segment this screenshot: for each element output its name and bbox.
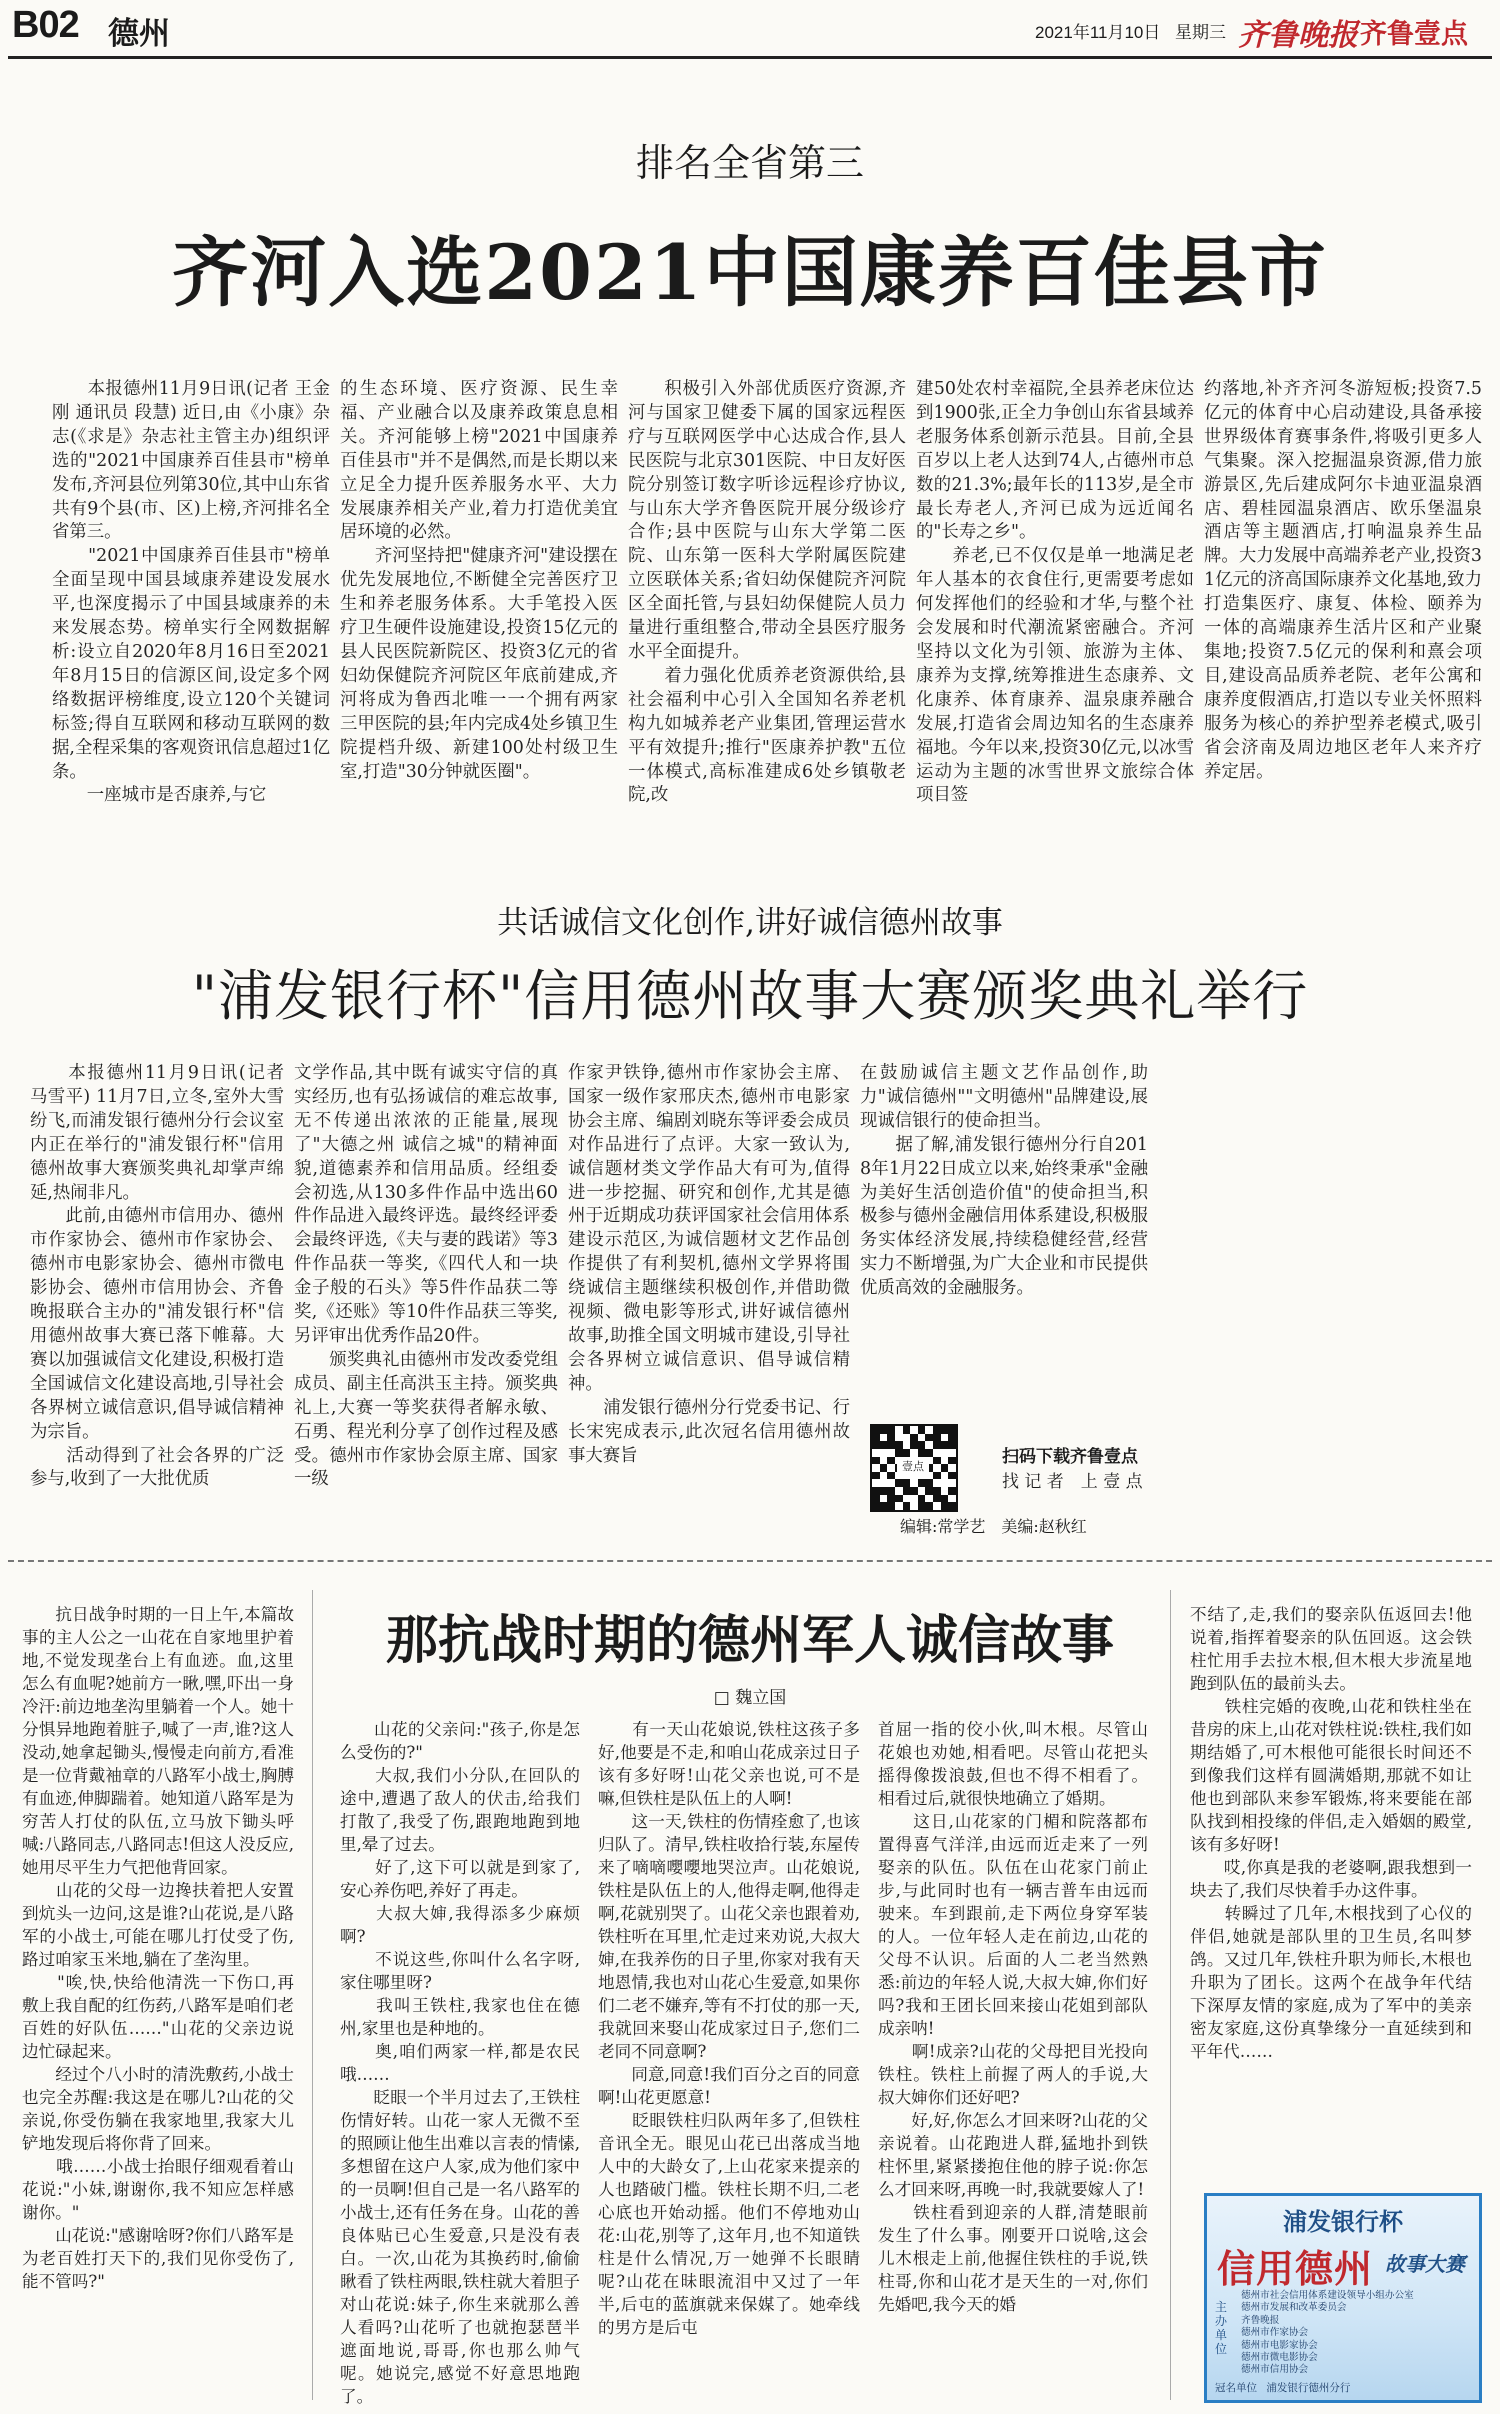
ad-brand: 浦发银行杯	[1283, 2209, 1403, 2236]
article3-column-1: 抗日战争时期的一日上午,本篇故事的主人公之一山花在自家地里护着地,不觉发现垄台上有血迹。血,这里怎么有血呢?她前方一瞅,嘿,吓出一身冷汗:前边地垄沟里躺着一个人。她十分惧异地跑着脏子,喊了一声,谁?这人没动,她拿起锄头,慢慢走向前方,看准是一位背戴袖章的八路军小战士,胸膊有血迹,伸脚踹着。她知道八路军是为穷苦人打仗的队伍,立马放下锄头呼喊:八路同志,八路同志!但这人没反应,她用尽平生力气把他背回家。 山花的父母一边搀扶着把人安置到炕头一边问,这是谁?山花说,是八路军的小战士,可能在哪儿打仗受了伤,路过咱家玉米地,躺在了垄沟里。 "唉,快,快给他清洗一下伤口,再敷上我自配的红伤药,八路军是咱们老百姓的好队伍……"山花的父亲边说边忙碌起来。 经过个八小时的清洗敷药,小战士也完全苏醒:我这是在哪儿?山花的父亲说,你受伤躺在我家地里,我家大儿铲地发现后将你背了回来。 哦……小战士抬眼仔细观看着山花说:"小妹,谢谢你,我不知应怎样感谢你。" 山花说:"感谢啥呀?你们八路军是为老百姓打天下的,我们见你受伤了,能不管吗?"	[22, 1605, 294, 2291]
issue-date: 2021年11月10日	[1035, 23, 1161, 42]
ad-organizer: 德州市社会信用体系建设领导小组办公室	[1241, 2290, 1414, 2301]
article3-author: □ 魏立国	[713, 1688, 787, 1708]
issue-weekday: 星期三	[1175, 23, 1226, 42]
ad-title: 信用德州	[1217, 2246, 1374, 2291]
ad-organizer: 德州市信用协会	[1241, 2364, 1309, 2376]
section-dashed-divider	[8, 1560, 1492, 1562]
article3-column-4: 首屈一指的佼小伙,叫木根。尽管山花娘也劝她,相看吧。尽管山花把头摇得像拨浪鼓,但也不得不相看了。相看过后,就很快地确立了婚期。 这日,山花家的门楣和院落都布置得喜气洋洋,由远而近走来了一列娶亲的队伍。队伍在山花家门前止步,与此同时也有一辆吉普车由远而驶来。车到跟前,走下两位身穿军装的人。一位年轻人走在前边,山花的父母不认识。后面的人二老当然熟悉:前边的年轻人说,大叔大婶,你们好吗?我和王团长回来接山花姐到部队成亲呐! 啊!成亲?山花的父母把目光投向铁柱。铁柱上前握了两人的手说,大叔大婶你们还好吧? 好,好,你怎么才回来呀?山花的父亲说着。山花跑进人群,猛地扑到铁柱怀里,紧紧搂抱住他的脖子说:你怎么才回来呀,再晚一时,我就要嫁人了! 铁柱看到迎亲的人群,清楚眼前发生了什么事。刚要开口说啥,这会儿木根走上前,他握住铁柱的手说,铁柱哥,你和山花才是天生的一对,你们先婚吧,我今天的婚	[878, 1720, 1148, 2314]
article2-kicker: 共话诚信文化创作,讲好诚信德州故事	[497, 905, 1003, 941]
ad-organizer: 德州市发展和改革委员会	[1241, 2302, 1347, 2314]
ad-organizer: 齐鲁晚报	[1241, 2314, 1280, 2326]
article1-column-3: 积极引入外部优质医疗资源,齐河与国家卫健委下属的国家远程医疗与互联网医学中心达成合作,县人民医院与北京301医院、中日友好医院分别签订数字听诊远程诊疗协议,与山东大学齐鲁医院开展分级诊疗合作;县中医院与山东大学第二医院、山东第一医科大学附属医院建立医联体关系;省妇幼保健院齐河院区全面托管,与县妇幼保健院人员力量进行重组整合,带动全县医疗服务水平全面提升。 着力强化优质养老资源供给,县社会福利中心引入全国知名养老机构九如城养老产业集团,管理运营水平有效提升;推行"医康养护教"五位一体模式,高标准建成6处乡镇敬老院,改	[628, 379, 906, 806]
qr-sub-label: 找 记 者 上 壹 点	[1002, 1472, 1143, 1492]
header-rule	[8, 56, 1492, 59]
contest-ad-box	[1204, 2193, 1482, 2403]
qr-center-label: 壹点	[897, 1458, 929, 1476]
article2-headline: "浦发银行杯"信用德州故事大赛颁奖典礼举行	[191, 964, 1309, 1028]
ad-organizer-list	[1241, 2290, 1477, 2377]
article2-column-4: 在鼓励诚信主题文艺作品创作,助力"诚信德州""文明德州"品牌建设,展现诚信银行的使命担当。 据了解,浦发银行德州分行自2018年1月22日成立以来,始终秉承"金融为美好生活创造价值"的使命担当,积极参与德州金融信用体系建设,积极服务实体经济发展,持续稳健经营,经营实力不断增强,为广大企业和市民提供优质高效的金融服务。	[860, 1063, 1148, 1299]
column-divider-right	[1170, 1590, 1171, 2400]
article1-column-2: 的生态环境、医疗资源、民生幸福、产业融合以及康养政策息息相关。齐河能够上榜"2021中国康养百佳县市"并不是偶然,而是长期以来立足全力提升医养服务水平、大力发展康养相关产业,着力打造优美宜居环境的必然。 齐河坚持把"健康齐河"建设摆在优先发展地位,不断健全完善医疗卫生和养老服务体系。大手笔投入医疗卫生硬件设施建设,投资15亿元的县人民医院新院区、投资3亿元的省妇幼保健院齐河院区年底前建成,齐河将成为鲁西北唯一一个拥有两家三甲医院的县;年内完成4处乡镇卫生院提档升级、新建100处村级卫生室,打造"30分钟就医圈"。	[340, 379, 618, 782]
ad-subtitle: 故事大赛	[1385, 2252, 1465, 2276]
qr-code[interactable]	[870, 1424, 958, 1512]
article2-column-3: 作家尹铁铮,德州市作家协会主席、国家一级作家邢庆杰,德州市电影家协会主席、编剧刘晓东等评委会成员对作品进行了点评。大家一致认为,诚信题材类文学作品大有可为,值得进一步挖掘、研究和创作,尤其是德州于近期成功获评国家社会信用体系建设示范区,为诚信题材文艺作品创作提供了有利契机,德州文学界将围绕诚信主题继续积极创作,并借助微视频、微电影等形式,讲好诚信德州故事,助推全国文明城市建设,引导社会各界树立诚信意识、倡导诚信精神。 浦发银行德州分行党委书记、行长宋宪成表示,此次冠名信用德州故事大赛旨	[568, 1063, 850, 1466]
editor-credit: 编辑:常学艺 美编:赵秋红	[900, 1517, 1087, 1536]
app-logo: 齐鲁壹点	[1360, 19, 1468, 50]
paper-logo: 齐鲁晚报	[1238, 18, 1358, 53]
section-name: 德州	[108, 16, 170, 51]
article1-column-5: 约落地,补齐齐河冬游短板;投资7.5亿元的体育中心启动建设,具备承接世界级体育赛事条件,将吸引更多人气集聚。深入挖掘温泉资源,借力旅游景区,先后建成阿尔卡迪亚温泉酒店、碧桂园温泉酒店、欧乐堡温泉酒店等主题酒店,打响温泉养生品牌。大力发展中高端养老产业,投资31亿元的济高国际康养文化基地,致力打造集医疗、康复、体检、颐养为一体的高端康养生活片区和产业聚集地;投资7.5亿元的保利和熹会项目,建设高品质养老院、老年公寓和康养度假酒店,打造以专业关怀照料服务为核心的养护型养老模式,吸引省会济南及周边地区老年人来齐疗养定居。	[1204, 379, 1482, 782]
article3-column-2: 山花的父亲问:"孩子,你是怎么受伤的?" 大叔,我们小分队,在回队的途中,遭遇了敌人的伏击,给我们打散了,我受了伤,跟跑地跑到地里,晕了过去。 好了,这下可以就是到家了,安心养伤吧,养好了再走。 大叔大婶,我得添多少麻烦啊? 不说这些,你叫什么名字呀,家住哪里呀? 我叫王铁柱,我家也住在德州,家里也是种地的。 奥,咱们两家一样,都是农民哦…… 眨眼一个半月过去了,王铁柱伤情好转。山花一家人无微不至的照顾让他生出难以言表的情愫,多想留在这户人家,成为他们家中的一员啊!但自己是一名八路军的小战士,还有任务在身。山花的善良体贴已心生爱意,只是没有表白。一次,山花为其换药时,偷偷瞅看了铁柱两眼,铁柱就大着胆子对山花说:妹子,你生来就那么善人看吗?山花听了也就抱瑟琶半遮面地说,哥哥,你也那么帅气呢。她说完,感觉不好意思地跑了。	[340, 1720, 580, 2406]
page-number: B02	[12, 4, 79, 46]
ad-organizer: 德州市作家协会	[1241, 2327, 1309, 2339]
ad-organizer-label: 主办单位	[1215, 2300, 1228, 2356]
article1-column-4: 建50处农村幸福院,全县养老床位达到1900张,正全力争创山东省县域养老服务体系创新示范县。目前,全县百岁以上老人达到74人,占德州市总数的21.3%;最年长的113岁,是全市最长寿老人,齐河已成为远近闻名的"长寿之乡"。 养老,已不仅仅是单一地满足老年人基本的衣食住行,更需要考虑如何发挥他们的经验和才华,与整个社会发展和时代潮流紧密融合。齐河坚持以文化为引领、旅游为主体、康养为支撑,统筹推进生态康养、文化康养、体育康养、温泉康养融合发展,打造省会周边知名的生态康养福地。今年以来,投资30亿元,以冰雪运动为主题的冰雪世界文旅综合体项目签	[916, 379, 1194, 806]
article2-column-1: 本报德州11月9日讯(记者 马雪平) 11月7日,立冬,室外大雪纷飞,而浦发银行德州分行会议室内正在举行的"浦发银行杯"信用德州故事大赛颁奖典礼却掌声绵延,热闹非凡。 此前,由德州市信用办、德州市作家协会、德州市作家协会、德州市电影家协会、德州市微电影协会、德州市信用协会、齐鲁晚报联合主办的"浦发银行杯"信用德州故事大赛已落下帷幕。大赛以加强诚信文化建设,积极打造全国诚信文化建设高地,引导社会各界树立诚信意识,倡导诚信精神为宗旨。 活动得到了社会各界的广泛参与,收到了一大批优质	[30, 1063, 284, 1490]
ad-sponsor: 浦发银行德州分行	[1266, 2382, 1351, 2394]
ad-organizer: 德州市微电影协会	[1241, 2352, 1318, 2364]
article3-headline: 那抗战时期的德州军人诚信故事	[385, 1610, 1114, 1671]
article1-headline: 齐河入选2021中国康养百佳县市	[172, 228, 1328, 317]
article1-column-1: 本报德州11月9日讯(记者 王金刚 通讯员 段慧) 近日,由《小康》杂志(《求是》杂志社主管主办)组织评选的"2021中国康养百佳县市"榜单发布,齐河县位列第30位,其中山东省共有9个县(市、区)上榜,齐河排名全省第三。 "2021中国康养百佳县市"榜单全面呈现中国县域康养建设发展水平,也深度揭示了中国县域康养的未来发展态势。榜单实行全网数据解析:设立自2020年8月16日至2021年8月15日的信源区间,设定多个网络数据评榜维度,设立120个关键词标签;得自互联网和移动互联网的数据,全程采集的客观资讯信息超过1亿条。 一座城市是否康养,与它	[52, 379, 330, 806]
article3-column-3: 有一天山花娘说,铁柱这孩子多好,他要是不走,和咱山花成亲过日子该有多好呀!山花父亲也说,可不是嘛,但铁柱是队伍上的人啊! 这一天,铁柱的伤情痊愈了,也该归队了。清早,铁柱收拾行装,东屋传来了嘀嘀嚶嚶地哭泣声。山花娘说,铁柱是队伍上的人,他得走啊,他得走啊,花就别哭了。山花父亲也跟着劝,铁柱听在耳里,忙走过来劝说,大叔大婶,在我养伤的日子里,你家对我有天地恩情,我也对山花心生爱意,如果你们二老不嫌弃,等有不打仗的那一天,我就回来娶山花成家过日子,您们二老同不同意啊? 同意,同意!我们百分之百的同意啊!山花更愿意! 眨眼铁柱归队两年多了,但铁柱音讯全无。眼见山花已出落成当地人中的大龄女了,上山花家来提亲的人也踏破门槛。铁柱长期不归,二老心底也开始动摇。他们不停地劝山花:山花,别等了,这年月,也不知道铁柱是什么情况,万一她弹不长眼睛呢?山花在昧眼流泪中又过了一年半,后屯的蓝旗就来保媒了。她牵线的男方是后屯	[598, 1720, 860, 2337]
column-divider-left	[312, 1590, 313, 2400]
article1-kicker: 排名全省第三	[635, 141, 864, 185]
article2-column-2: 文学作品,其中既有诚实守信的真实经历,也有弘扬诚信的难忘故事,无不传递出浓浓的正能量,展现了"大德之州 诚信之城"的精神面貌,道德素养和信用品质。经组委会初选,从130多件作品中选出60件作品进入最终评选。最终经评委会最终评选,《夫与妻的践诺》等3件作品获一等奖,《四代人和一块金子般的石头》等5件作品获二等奖,《还账》等10件作品获三等奖,另评审出优秀作品20件。 颁奖典礼由德州市发改委党组成员、副主任高洪玉主持。颁奖典礼上,大赛一等奖获得者解永敏、石勇、程光利分享了创作过程及感受。德州市作家协会原主席、国家一级	[294, 1063, 558, 1490]
ad-organizer: 德州市电影家协会	[1241, 2339, 1318, 2351]
article3-column-5: 不结了,走,我们的娶亲队伍返回去!他说着,指挥着娶亲的队伍回返。这会铁柱忙用手去拉木根,但木根大步流星地跑到队伍的最前头去。 铁柱完婚的夜晚,山花和铁柱坐在昔房的床上,山花对铁柱说:铁柱,我们如期结婚了,可木根他可能很长时间还不到像我们这样有圆满婚期,那就不如让他也到部队来参军锻炼,将来要能在部队找到相投缘的伴侣,走入婚姻的殿堂,该有多好呀! 哎,你真是我的老婆啊,跟我想到一块去了,我们尽快着手办这件事。 转瞬过了几年,木根找到了心仪的伴侣,她就是部队里的卫生员,名叫梦鸽。又过几年,铁柱升职为师长,木根也升职为了团长。这两个在战争年代结下深厚友情的家庭,成为了军中的美亲密友家庭,这份真挚缘分一直延续到和平年代……	[1190, 1605, 1472, 2061]
ad-sponsor-label: 冠名单位	[1215, 2382, 1257, 2394]
qr-label: 扫码下载齐鲁壹点	[1002, 1447, 1138, 1467]
